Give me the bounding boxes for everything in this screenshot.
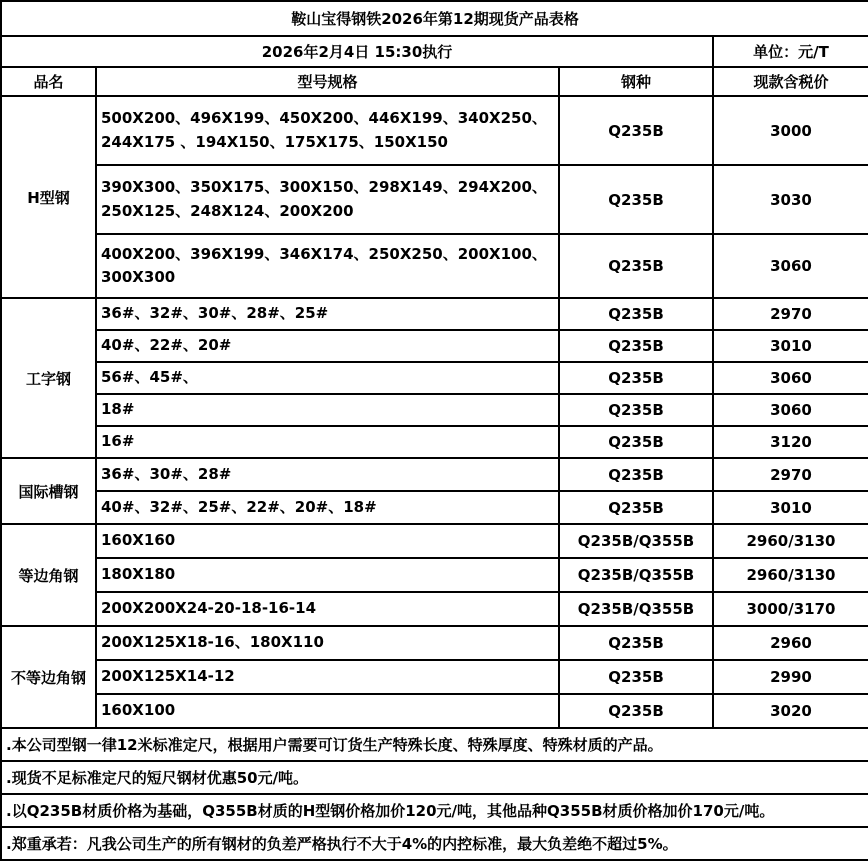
grade-cell: Q235B bbox=[559, 458, 713, 491]
price-cell: 2970 bbox=[713, 458, 868, 491]
spec-cell: 200X125X14-12 bbox=[96, 660, 559, 694]
spec-cell: 36#、32#、30#、28#、25# bbox=[96, 298, 559, 330]
spec-cell: 40#、32#、25#、22#、20#、18# bbox=[96, 491, 559, 524]
price-cell: 3010 bbox=[713, 491, 868, 524]
table-row bbox=[1, 524, 868, 558]
grade-cell: Q235B bbox=[559, 426, 713, 458]
spec-cell: 40#、22#、20# bbox=[96, 330, 559, 362]
grade-cell: Q235B bbox=[559, 96, 713, 165]
spec-cell: 200X125X18-16、180X110 bbox=[96, 626, 559, 660]
grade-cell: Q235B bbox=[559, 362, 713, 394]
spec-cell: 56#、45#、 bbox=[96, 362, 559, 394]
col-header-price: 现款含税价 bbox=[713, 67, 868, 96]
note-q355b-markup: .以Q235B材质价格为基础，Q355B材质的H型钢价格加价120元/吨，其他品种Q355B材质价格加价170元/吨。 bbox=[1, 794, 868, 827]
grade-cell: Q235B bbox=[559, 234, 713, 298]
spec-cell: 200X200X24-20-18-16-14 bbox=[96, 592, 559, 626]
grade-cell: Q235B bbox=[559, 626, 713, 660]
table-row bbox=[1, 330, 868, 362]
table-row bbox=[1, 660, 868, 694]
col-header-name: 品名 bbox=[1, 67, 96, 96]
note-row bbox=[1, 794, 868, 827]
grade-cell: Q235B bbox=[559, 694, 713, 728]
price-cell: 3000 bbox=[713, 96, 868, 165]
table-row bbox=[1, 394, 868, 426]
table-row bbox=[1, 592, 868, 626]
spec-cell: 18# bbox=[96, 394, 559, 426]
spec-cell: 36#、30#、28# bbox=[96, 458, 559, 491]
table-row bbox=[1, 298, 868, 330]
spec-cell: 16# bbox=[96, 426, 559, 458]
note-tolerance-promise: .郑重承若：凡我公司生产的所有钢材的负差严格执行不大于4%的内控标准，最大负差绝不超过5%。 bbox=[1, 827, 868, 860]
grade-cell: Q235B bbox=[559, 394, 713, 426]
price-cell: 3000/3170 bbox=[713, 592, 868, 626]
spec-cell: 390X300、350X175、300X150、298X149、294X200、250X125、248X124、200X200 bbox=[96, 165, 559, 234]
grade-cell: Q235B bbox=[559, 330, 713, 362]
grade-cell: Q235B/Q355B bbox=[559, 558, 713, 592]
price-cell: 3060 bbox=[713, 234, 868, 298]
category-cell-channel: 国际槽钢 bbox=[1, 458, 96, 524]
spec-cell: 160X100 bbox=[96, 694, 559, 728]
category-cell-unequal-angle: 不等边角钢 bbox=[1, 626, 96, 728]
note-row bbox=[1, 827, 868, 860]
price-cell: 2990 bbox=[713, 660, 868, 694]
price-cell: 3020 bbox=[713, 694, 868, 728]
header-row bbox=[1, 67, 868, 96]
unit-label: 单位：元/T bbox=[713, 36, 868, 67]
table-row bbox=[1, 558, 868, 592]
table-row bbox=[1, 96, 868, 165]
price-cell: 2960/3130 bbox=[713, 558, 868, 592]
spec-cell: 400X200、396X199、346X174、250X250、200X100、300X300 bbox=[96, 234, 559, 298]
grade-cell: Q235B/Q355B bbox=[559, 524, 713, 558]
title-row bbox=[1, 1, 868, 36]
grade-cell: Q235B bbox=[559, 660, 713, 694]
col-header-spec: 型号规格 bbox=[96, 67, 559, 96]
table-row bbox=[1, 491, 868, 524]
note-row bbox=[1, 728, 868, 761]
table-row bbox=[1, 458, 868, 491]
price-cell: 2960 bbox=[713, 626, 868, 660]
table-row bbox=[1, 362, 868, 394]
table-row bbox=[1, 234, 868, 298]
grade-cell: Q235B/Q355B bbox=[559, 592, 713, 626]
category-cell-h-beam: H型钢 bbox=[1, 96, 96, 298]
category-cell-equal-angle: 等边角钢 bbox=[1, 524, 96, 626]
price-cell: 2960/3130 bbox=[713, 524, 868, 558]
date-row bbox=[1, 36, 868, 67]
grade-cell: Q235B bbox=[559, 165, 713, 234]
table-row bbox=[1, 626, 868, 660]
table-row bbox=[1, 694, 868, 728]
execute-time: 2026年2月4日 15:30执行 bbox=[1, 36, 713, 67]
note-short-length-discount: .现货不足标准定尺的短尺钢材优惠50元/吨。 bbox=[1, 761, 868, 794]
grade-cell: Q235B bbox=[559, 491, 713, 524]
price-cell: 3030 bbox=[713, 165, 868, 234]
col-header-grade: 钢种 bbox=[559, 67, 713, 96]
spec-cell: 160X160 bbox=[96, 524, 559, 558]
spec-cell: 500X200、496X199、450X200、446X199、340X250、244X175 、194X150、175X175、150X150 bbox=[96, 96, 559, 165]
price-cell: 3120 bbox=[713, 426, 868, 458]
category-cell-i-beam: 工字钢 bbox=[1, 298, 96, 458]
price-cell: 3060 bbox=[713, 394, 868, 426]
price-cell: 3060 bbox=[713, 362, 868, 394]
price-cell: 3010 bbox=[713, 330, 868, 362]
spec-cell: 180X180 bbox=[96, 558, 559, 592]
note-row bbox=[1, 761, 868, 794]
table-row bbox=[1, 426, 868, 458]
price-cell: 2970 bbox=[713, 298, 868, 330]
grade-cell: Q235B bbox=[559, 298, 713, 330]
page-title: 鞍山宝得钢铁2026年第12期现货产品表格 bbox=[1, 1, 868, 36]
table-row bbox=[1, 165, 868, 234]
note-standard-length: .本公司型钢一律12米标准定尺，根据用户需要可订货生产特殊长度、特殊厚度、特殊材质的产品。 bbox=[1, 728, 868, 761]
